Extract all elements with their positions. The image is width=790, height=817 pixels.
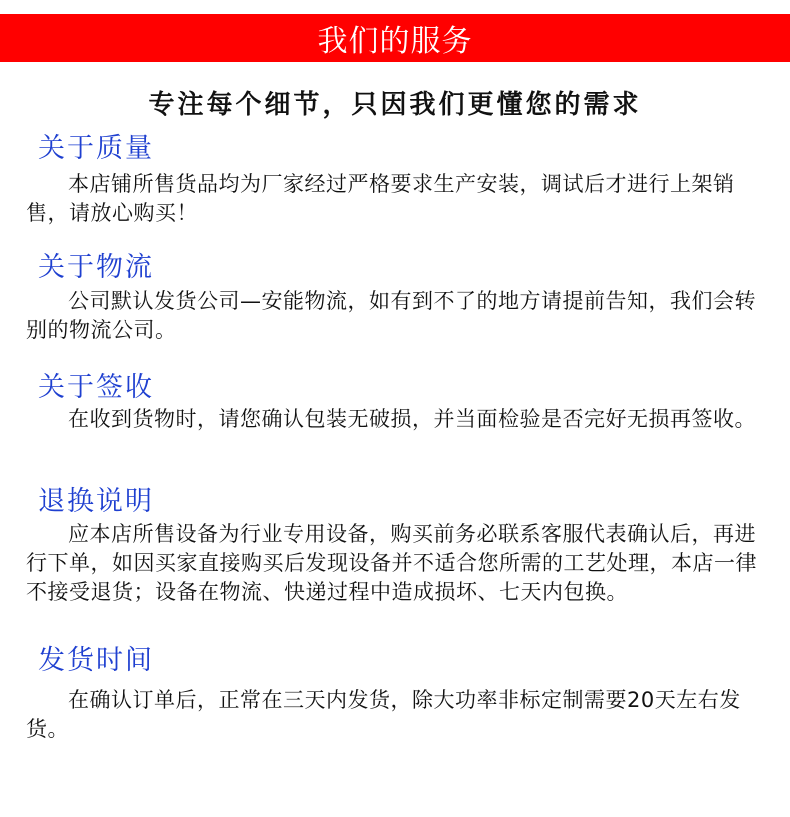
section-body-quality: 本店铺所售货品均为厂家经过严格要求生产安装，调试后才进行上架销售，请放心购买！ [26,172,735,225]
service-banner [0,14,790,62]
section-body-logistics: 公司默认发货公司—安能物流，如有到不了的地方请提前告知，我们会转别的物流公司。 [26,289,756,342]
section-heading-logistics: 关于物流 [38,252,154,283]
section-body-shipping-time: 在确认订单后，正常在三天内发货，除大功率非标定制需要20天左右发货。 [26,688,741,741]
section-heading-quality: 关于质量 [38,133,154,164]
section-body-returns: 应本店所售设备为行业专用设备，购买前务必联系客服代表确认后，再进行下单，如因买家直接购买后发现设备并不适合您所需的工艺处理，本店一律不接受退货；设备在物流、快递过程中造成损坏、七天内包换。 [26,522,757,604]
page-subtitle: 专注每个细节，只因我们更懂您的需求 [148,90,642,120]
section-body-receipt: 在收到货物时，请您确认包装无破损，并当面检验是否完好无损再签收。 [68,407,756,431]
banner-title: 我们的服务 [317,24,473,59]
section-heading-receipt: 关于签收 [38,372,154,403]
section-heading-returns: 退换说明 [38,486,154,517]
section-heading-shipping-time: 发货时间 [38,645,154,676]
